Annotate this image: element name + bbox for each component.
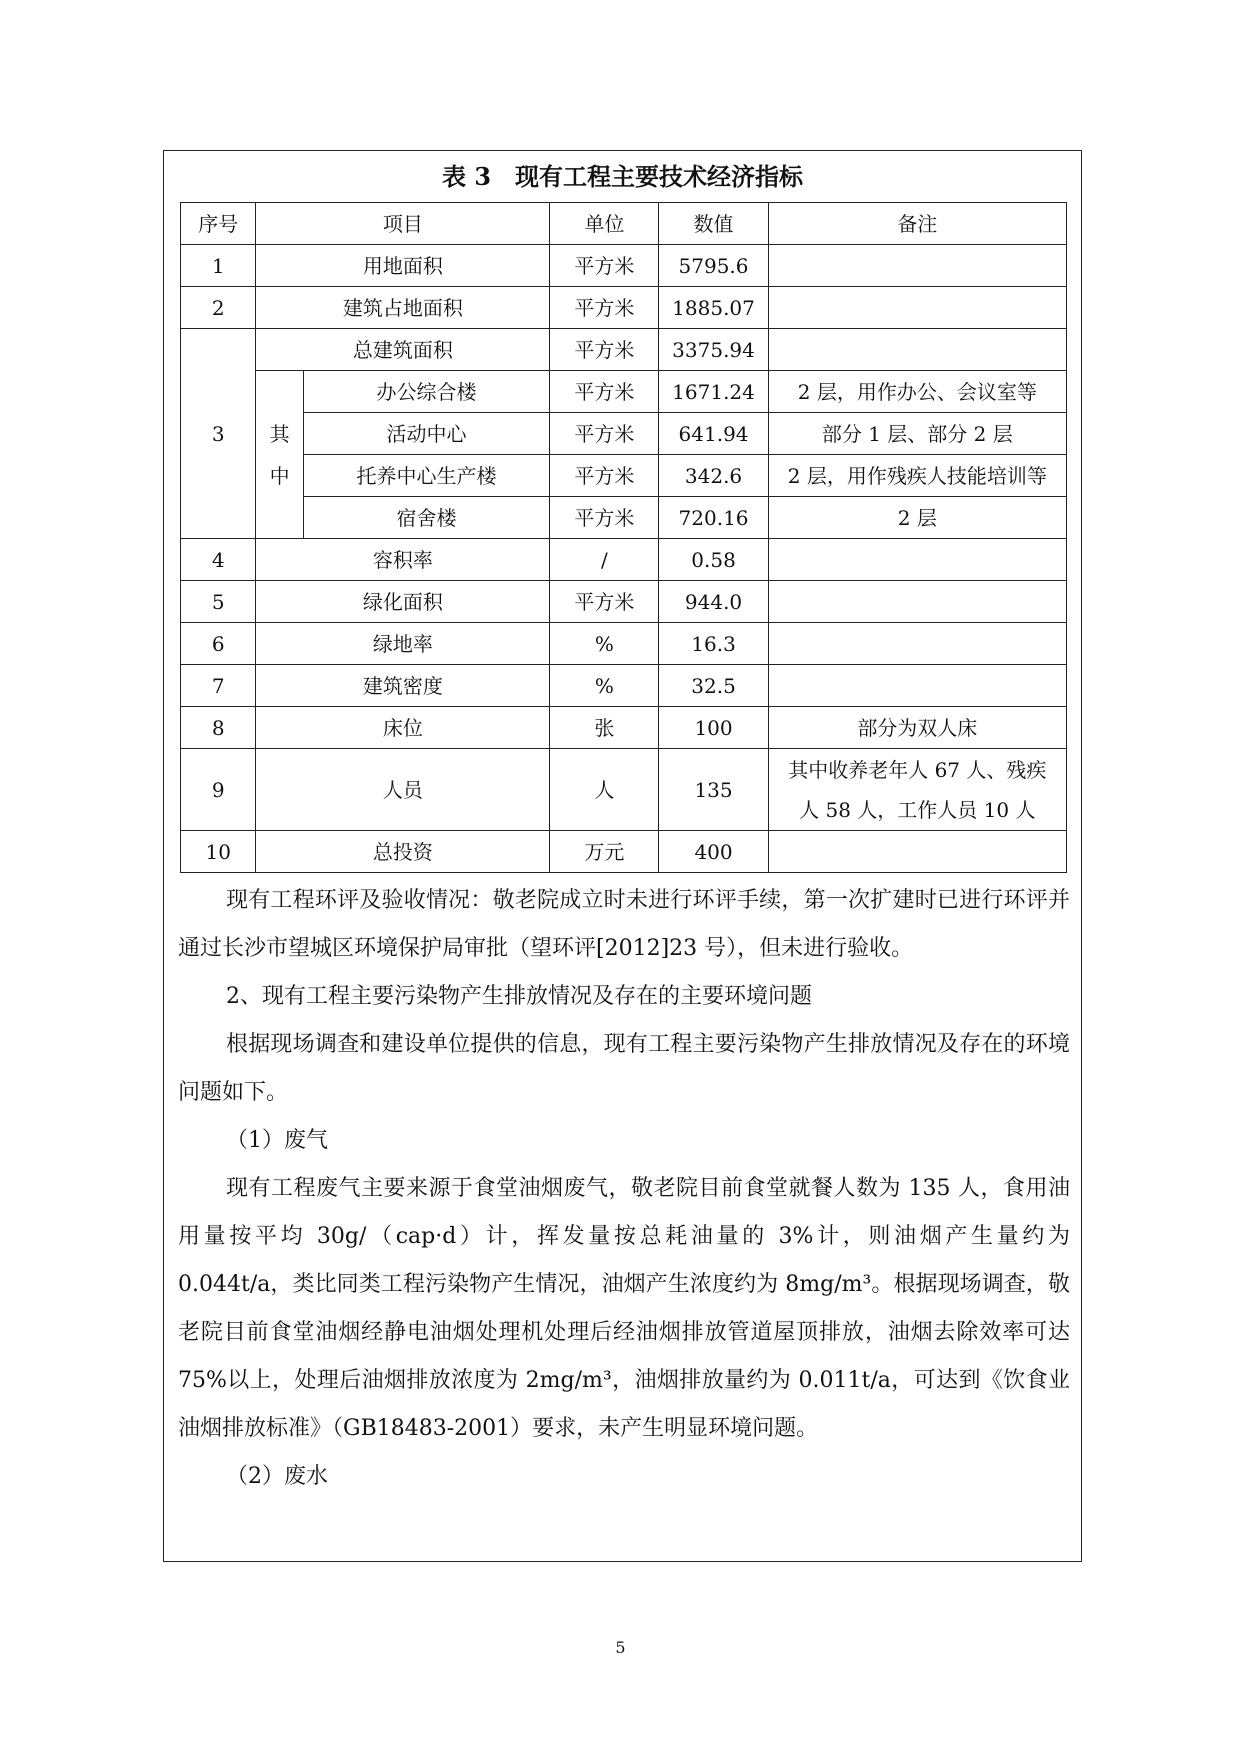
cell-note <box>768 831 1066 873</box>
cell-value: 135 <box>659 749 768 831</box>
cell-value: 3375.94 <box>659 329 768 371</box>
tech-econ-table <box>180 202 1067 873</box>
cell-item: 活动中心 <box>303 413 550 455</box>
group-label <box>256 371 303 539</box>
table-header-row <box>181 203 1067 245</box>
header-no: 序号 <box>181 203 256 245</box>
cell-item: 容积率 <box>256 539 550 581</box>
table-row <box>181 749 1067 831</box>
cell-value: 16.3 <box>659 623 768 665</box>
cell-unit: / <box>550 539 659 581</box>
cell-no: 7 <box>181 665 256 707</box>
section-heading-2: 2、现有工程主要污染物产生排放情况及存在的主要环境问题 <box>226 984 812 1009</box>
cell-no: 3 <box>181 329 256 539</box>
paragraph-exhaust-gas: 现有工程废气主要来源于食堂油烟废气，敬老院目前食堂就餐人数为 135 人，食用油用量按平均 30g/（cap·d）计，挥发量按总耗油量的 3%计，则油烟产生量约为 0.044t/a，类比同类工程污染物产生情况，油烟产生浓度约为 8mg/m³。根据现场调查，敬老院目前食堂油烟经静电油烟处理机处理后经油烟排放管道屋顶排放，油烟去除效率可达 75%以上，处理后油烟排放浓度为 2mg/m³，油烟排放量约为 0.011t/a，可达到《饮食业油烟排放标准》（GB18483-2001）要求，未产生明显环境问题。 <box>178 1176 1070 1441</box>
cell-unit: 平方米 <box>550 371 659 413</box>
group-label-text: 其中 <box>269 421 290 488</box>
table-row <box>181 413 1067 455</box>
cell-no: 6 <box>181 623 256 665</box>
cell-note: 其中收养老年人 67 人、残疾人 58 人，工作人员 10 人 <box>768 749 1066 831</box>
cell-note: 2 层 <box>768 497 1066 539</box>
header-item: 项目 <box>256 203 550 245</box>
cell-no: 1 <box>181 245 256 287</box>
cell-unit: 平方米 <box>550 287 659 329</box>
table-row <box>181 665 1067 707</box>
subheading-exhaust-gas: （1）废气 <box>226 1128 328 1153</box>
cell-value: 1885.07 <box>659 287 768 329</box>
table-row <box>181 455 1067 497</box>
table-row <box>181 287 1067 329</box>
cell-no: 4 <box>181 539 256 581</box>
cell-item: 宿舍楼 <box>303 497 550 539</box>
table-row <box>181 581 1067 623</box>
cell-unit: % <box>550 665 659 707</box>
cell-item: 建筑密度 <box>256 665 550 707</box>
cell-item: 用地面积 <box>256 245 550 287</box>
cell-unit: 平方米 <box>550 455 659 497</box>
table-row <box>181 371 1067 413</box>
cell-value: 400 <box>659 831 768 873</box>
cell-unit: 平方米 <box>550 497 659 539</box>
table-row <box>181 539 1067 581</box>
cell-value: 5795.6 <box>659 245 768 287</box>
cell-value: 641.94 <box>659 413 768 455</box>
cell-note <box>768 245 1066 287</box>
cell-note: 2 层，用作残疾人技能培训等 <box>768 455 1066 497</box>
cell-value: 944.0 <box>659 581 768 623</box>
cell-note <box>768 329 1066 371</box>
cell-item: 总建筑面积 <box>256 329 550 371</box>
cell-item: 床位 <box>256 707 550 749</box>
header-note: 备注 <box>768 203 1066 245</box>
cell-no: 8 <box>181 707 256 749</box>
table-row <box>181 245 1067 287</box>
cell-value: 0.58 <box>659 539 768 581</box>
table-title: 表 3 现有工程主要技术经济指标 <box>441 162 804 191</box>
cell-note <box>768 287 1066 329</box>
cell-unit: 张 <box>550 707 659 749</box>
paragraph-eia-status: 现有工程环评及验收情况：敬老院成立时未进行环评手续，第一次扩建时已进行环评并通过长沙市望城区环境保护局审批（望环评[2012]23 号），但未进行验收。 <box>178 888 1070 961</box>
cell-item: 建筑占地面积 <box>256 287 550 329</box>
cell-unit: % <box>550 623 659 665</box>
header-unit: 单位 <box>550 203 659 245</box>
cell-item: 办公综合楼 <box>303 371 550 413</box>
header-value: 数值 <box>659 203 768 245</box>
cell-item: 绿化面积 <box>256 581 550 623</box>
cell-note <box>768 539 1066 581</box>
cell-no: 2 <box>181 287 256 329</box>
cell-note: 2 层，用作办公、会议室等 <box>768 371 1066 413</box>
cell-note: 部分为双人床 <box>768 707 1066 749</box>
cell-no: 5 <box>181 581 256 623</box>
cell-no: 10 <box>181 831 256 873</box>
table-row <box>181 831 1067 873</box>
cell-value: 32.5 <box>659 665 768 707</box>
cell-value: 1671.24 <box>659 371 768 413</box>
table-row <box>181 707 1067 749</box>
cell-value: 720.16 <box>659 497 768 539</box>
cell-unit: 平方米 <box>550 581 659 623</box>
cell-unit: 万元 <box>550 831 659 873</box>
cell-note <box>768 623 1066 665</box>
cell-note: 部分 1 层、部分 2 层 <box>768 413 1066 455</box>
cell-item: 人员 <box>256 749 550 831</box>
cell-note <box>768 665 1066 707</box>
cell-item: 总投资 <box>256 831 550 873</box>
table-row <box>181 329 1067 371</box>
table-row <box>181 623 1067 665</box>
cell-note <box>768 581 1066 623</box>
cell-item: 绿地率 <box>256 623 550 665</box>
cell-item: 托养中心生产楼 <box>303 455 550 497</box>
paragraph-intro: 根据现场调查和建设单位提供的信息，现有工程主要污染物产生排放情况及存在的环境问题如下。 <box>178 1032 1070 1105</box>
cell-unit: 平方米 <box>550 413 659 455</box>
subheading-wastewater: （2）废水 <box>226 1464 328 1489</box>
cell-value: 342.6 <box>659 455 768 497</box>
cell-value: 100 <box>659 707 768 749</box>
table-row <box>181 497 1067 539</box>
page-number: 5 <box>615 1638 626 1657</box>
cell-unit: 平方米 <box>550 245 659 287</box>
cell-unit: 平方米 <box>550 329 659 371</box>
cell-unit: 人 <box>550 749 659 831</box>
cell-no: 9 <box>181 749 256 831</box>
content-frame <box>163 150 1082 1562</box>
